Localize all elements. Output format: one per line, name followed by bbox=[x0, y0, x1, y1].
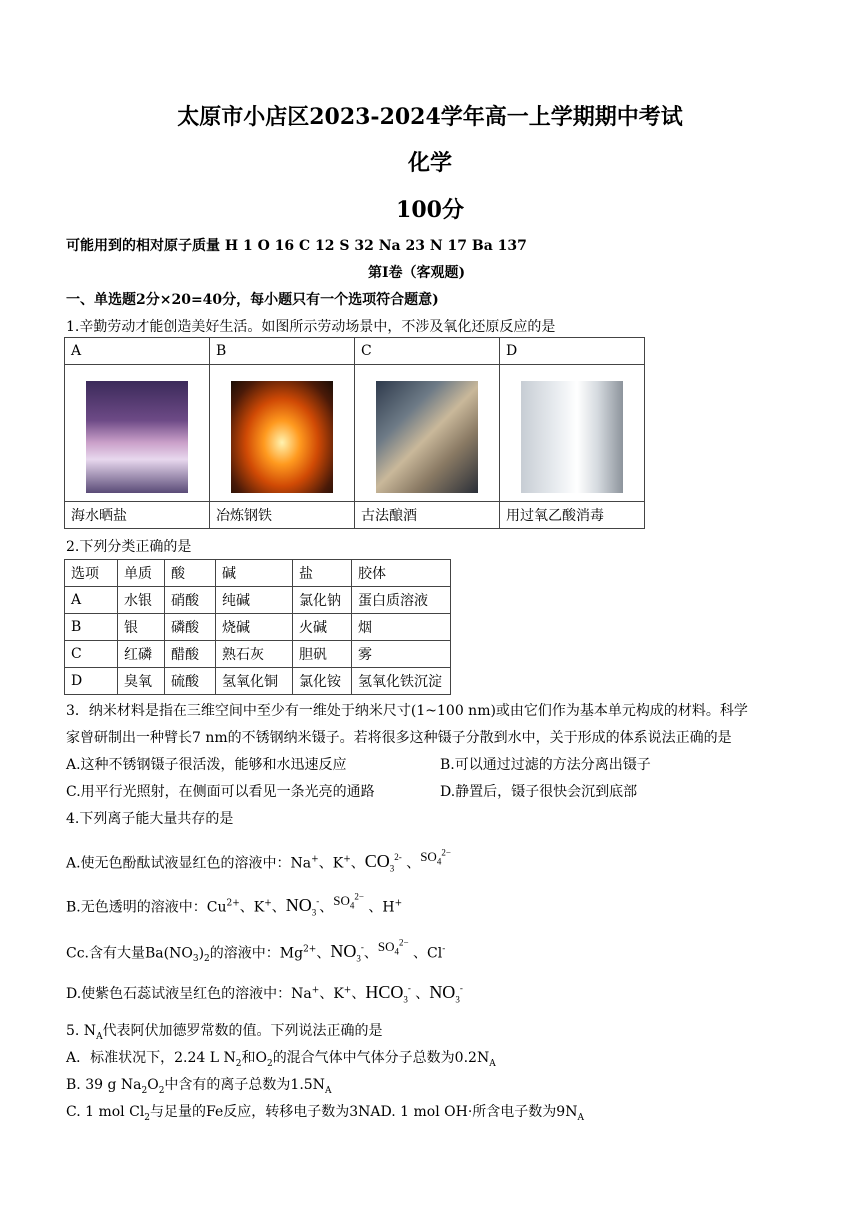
table-row bbox=[65, 641, 451, 668]
q1-option-caption: 古法酿酒 bbox=[355, 502, 500, 529]
table-header-cell: 选项 bbox=[65, 560, 118, 587]
q5-stem: 5. $N_A$代表阿伏加德罗常数的值。下列说法正确的是 bbox=[66, 1023, 383, 1042]
q1-option-caption: 海水晒盐 bbox=[65, 502, 210, 529]
table-cell: C bbox=[65, 641, 118, 668]
atomic-masses: 可能用到的相对原子质量 H 1 O 16 C 12 S 32 Na 23 N 17 Ba 137 bbox=[66, 238, 527, 254]
table-cell: 烧碱 bbox=[216, 614, 293, 641]
q1-option-letter: D bbox=[500, 338, 645, 365]
q5-b-post: 中含有的离子总数为1.5N bbox=[164, 1077, 325, 1093]
table-cell: 臭氧 bbox=[118, 668, 165, 695]
steel-smelting-photo bbox=[231, 381, 333, 493]
q4-option-b: B.无色透明的溶液中：$Cu^{2+}$、K+、$NO_3^-$、$SO_4^{2-}$ 、H+ bbox=[66, 892, 403, 918]
q4-option-d: D.使紫色石蕊试液呈红色的溶液中：Na+、K+、$HCO_3^-$ 、$NO_3^-$ bbox=[66, 982, 463, 1005]
q3-stem-line1: 3．纳米材料是指在三维空间中至少有一维处于纳米尺寸(1~100 nm)或由它们作为基本单元构成的材料。科学 bbox=[66, 703, 748, 719]
table-row bbox=[65, 614, 451, 641]
q4-stem: 4.下列离子能大量共存的是 bbox=[66, 811, 234, 827]
disinfection-photo bbox=[521, 381, 623, 493]
q2-table bbox=[64, 559, 451, 695]
q5-option-a: A．标准状况下，2.24 L $N_2$和$O_2$的混合气体中气体分子总数为$0.2N_A$ bbox=[66, 1050, 496, 1069]
table-cell: 蛋白质溶液 bbox=[352, 587, 451, 614]
q4-option-c: Cc.含有大量$Ba(NO_3)_2$的溶液中：$Mg^{2+}$、$NO_3^-$、$SO_4^{2-}$ 、Cl- bbox=[66, 938, 446, 965]
q3-option-a: A.这种不锈钢镊子很活泼，能够和水迅速反应 bbox=[66, 757, 347, 773]
q1-table bbox=[64, 337, 645, 529]
q1-option-letter: C bbox=[355, 338, 500, 365]
table-cell: 火碱 bbox=[293, 614, 352, 641]
q5-option-b: B. 39 g $Na_2O_2$中含有的离子总数为$1.5N_A$ bbox=[66, 1077, 332, 1096]
q4-c-text: Cc.含有大量Ba(NO bbox=[66, 945, 193, 962]
q1-option-caption: 用过氧乙酸消毒 bbox=[500, 502, 645, 529]
q5-stem-prefix: 5. N bbox=[66, 1023, 97, 1039]
table-cell: 雾 bbox=[352, 641, 451, 668]
q3-option-d: D.静置后，镊子很快会沉到底部 bbox=[440, 784, 638, 800]
exam-title: 太原市小店区2023-2024学年高一上学期期中考试 bbox=[177, 104, 683, 130]
table-cell: 氯化钠 bbox=[293, 587, 352, 614]
table-cell: 硝酸 bbox=[165, 587, 216, 614]
q3-option-c: C.用平行光照射，在侧面可以看见一条光亮的通路 bbox=[66, 784, 375, 800]
q4-c-mid: ) bbox=[198, 945, 205, 962]
q3-option-b: B.可以通过过滤的方法分离出镊子 bbox=[440, 757, 651, 773]
q4-c-mid2: 的溶液中：Mg bbox=[209, 945, 304, 962]
q5-c-pre: C. 1 mol Cl bbox=[66, 1104, 145, 1120]
table-header-cell: 胶体 bbox=[352, 560, 451, 587]
table-cell: 氯化铵 bbox=[293, 668, 352, 695]
q5-stem-rest: 代表阿伏加德罗常数的值。下列说法正确的是 bbox=[102, 1023, 383, 1039]
q1-option-letter: B bbox=[210, 338, 355, 365]
table-cell: 纯碱 bbox=[216, 587, 293, 614]
q5-a-pre: A．标准状况下，2.24 L N bbox=[66, 1050, 236, 1066]
q4-b-text: B.无色透明的溶液中：Cu bbox=[66, 899, 227, 916]
salt-field-photo bbox=[86, 381, 188, 493]
q4-option-a: A.使无色酚酞试液显红色的溶液中：Na+、K+、$CO_3^{2-}$ 、$SO_4^{2-}$ bbox=[66, 848, 451, 874]
q1-stem: 1.辛勤劳动才能创造美好生活。如图所示劳动场景中，不涉及氧化还原反应的是 bbox=[66, 319, 556, 335]
q4-a-text: A.使无色酚酞试液显红色的溶液中：Na bbox=[66, 855, 312, 872]
q5-b-mid: O bbox=[147, 1077, 159, 1093]
subject-title: 化学 bbox=[407, 150, 452, 176]
table-header-cell: 碱 bbox=[216, 560, 293, 587]
table-cell: 熟石灰 bbox=[216, 641, 293, 668]
q5-a-post: 的混合气体中气体分子总数为0.2N bbox=[272, 1050, 490, 1066]
q5-a-mid: 和O bbox=[241, 1050, 267, 1066]
table-cell: 硫酸 bbox=[165, 668, 216, 695]
table-cell: 银 bbox=[118, 614, 165, 641]
q5-option-c: C. 1 mol $Cl_2$与足量的Fe反应，转移电子数为3NAD. 1 mol OH·所含电子数为$9N_A$ bbox=[66, 1104, 584, 1123]
table-cell: 磷酸 bbox=[165, 614, 216, 641]
q1-option-letter: A bbox=[65, 338, 210, 365]
volume-title: 第Ⅰ卷（客观题) bbox=[368, 265, 466, 281]
table-row bbox=[65, 587, 451, 614]
table-cell: 红磷 bbox=[118, 641, 165, 668]
table-cell: 胆矾 bbox=[293, 641, 352, 668]
table-header-cell: 单质 bbox=[118, 560, 165, 587]
table-cell: A bbox=[65, 587, 118, 614]
table-row bbox=[65, 668, 451, 695]
table-header-cell: 酸 bbox=[165, 560, 216, 587]
table-header-cell: 盐 bbox=[293, 560, 352, 587]
q5-c-post: 与足量的Fe反应，转移电子数为3NAD. 1 mol OH·所含电子数为9N bbox=[150, 1104, 578, 1120]
total-score: 100分 bbox=[396, 197, 464, 223]
q2-stem: 2.下列分类正确的是 bbox=[66, 539, 192, 555]
table-cell: 水银 bbox=[118, 587, 165, 614]
q5-b-pre: B. 39 g Na bbox=[66, 1077, 142, 1093]
table-cell: 烟 bbox=[352, 614, 451, 641]
q1-option-caption: 冶炼钢铁 bbox=[210, 502, 355, 529]
table-cell: D bbox=[65, 668, 118, 695]
q3-stem-line2: 家曾研制出一种臂长7 nm的不锈钢纳米镊子。若将很多这种镊子分散到水中，关于形成的体系说法正确的是 bbox=[66, 730, 732, 746]
table-cell: 醋酸 bbox=[165, 641, 216, 668]
table-header-row bbox=[65, 560, 451, 587]
table-cell: 氢氧化铁沉淀 bbox=[352, 668, 451, 695]
table-cell: 氢氧化铜 bbox=[216, 668, 293, 695]
section-title: 一、单选题2分×20=40分，每小题只有一个选项符合题意) bbox=[66, 292, 439, 308]
q4-d-text: D.使紫色石蕊试液呈红色的溶液中：Na bbox=[66, 986, 312, 1002]
table-cell: B bbox=[65, 614, 118, 641]
wine-brewing-photo bbox=[376, 381, 478, 493]
